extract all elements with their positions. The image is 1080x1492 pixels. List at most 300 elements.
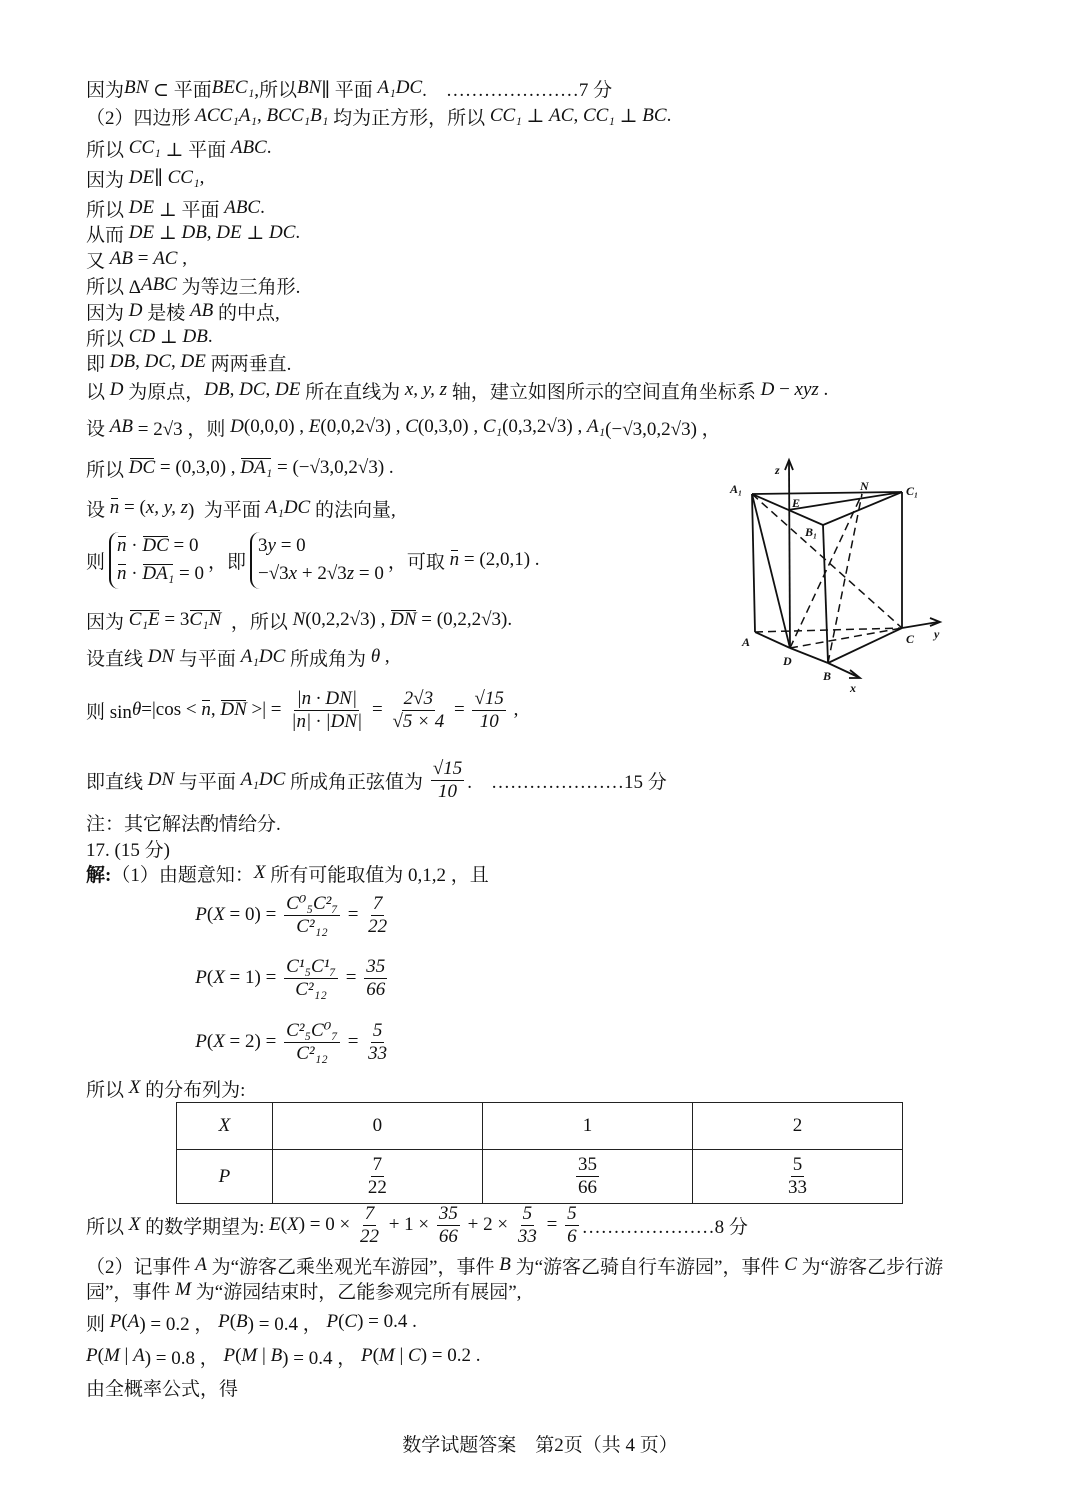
numerator: 35 [438,1202,458,1224]
text-run [86,904,195,926]
math-symbol: BC [642,105,667,126]
math-symbol: A [133,1345,145,1366]
numerator: 7 [364,1202,375,1224]
text-run: ) 为平面 [188,499,266,521]
text-run: 所成角正弦值为 [285,771,428,793]
text-run [86,1031,195,1053]
math-symbol: A₁DC [240,769,286,790]
text-line [86,1019,392,1064]
text-run: ) = 0.4 ， [247,1313,327,1335]
text-run: ( [372,1345,379,1366]
math-symbol: DB [109,351,136,372]
text-run: (0,0,2√3) , [320,416,406,437]
vector: DN [390,609,417,630]
text-run: 由全概率公式，得 [86,1378,239,1400]
text-run: 为“游客乙乘坐观光车游园”，事件 [206,1256,500,1278]
math-symbol: AC [549,105,574,126]
vector: DC [142,534,169,556]
math-symbol: C [408,1345,421,1366]
text-run: ⊥ 平面 [160,139,231,161]
text-line [86,955,390,1000]
text-run: 则 [86,1313,110,1335]
text-run: . [260,197,265,218]
numerator: 35 [577,1154,597,1176]
math-symbol: D [760,379,775,400]
text-run: （2）记事件 [86,1256,196,1278]
text-run: ( [338,1311,345,1332]
denominator: 22 [359,1225,379,1247]
text-line [86,1275,521,1305]
vector: DN [220,699,247,720]
fraction [516,1203,539,1248]
math-symbol: 解: [86,864,112,886]
numerator: C⁰₅C²₇ [286,892,338,914]
numerator: 7 [372,892,383,914]
math-symbol: D [109,379,124,400]
text-line [86,858,489,888]
solid-edges [752,492,902,663]
math-symbol: X [287,1214,299,1235]
denominator: 22 [367,1177,387,1198]
numerator: √15 [474,687,504,709]
math-symbol: ACC₁A₁ [195,105,258,126]
text-run: 所以 [86,199,129,221]
text-run: | [257,1345,271,1366]
numerator: 2√3 [403,687,434,709]
text-run: 以 [86,381,110,403]
text-run: 为“游客乙步行游 [796,1256,944,1278]
denominator: 6 [567,1225,577,1247]
text-run: = [132,248,154,269]
vector: DA₁ [240,457,273,478]
math-symbol: CD [128,326,156,347]
math-symbol: M [241,1345,258,1366]
math-symbol: DE [275,379,301,400]
label-z: z [775,463,780,477]
text-run: 所以 [86,459,129,481]
math-symbol: P [223,1345,236,1366]
text-run: 因为 [86,169,129,191]
math-symbol: A₁ [586,416,606,437]
text-run: = (0,3,0) , [155,457,241,478]
text-run: 所以 [86,1216,129,1238]
text-run: −√3 [258,563,289,584]
math-symbol: BN [124,77,149,98]
math-symbol: X [213,904,225,925]
denominator: √5 × 4 [392,710,445,732]
text-run: >| = [246,699,287,720]
text-run: = 0 [168,534,199,556]
math-symbol: ABC [230,137,267,158]
text-run: ∥ [154,167,168,189]
text-run: ( [280,1214,288,1235]
math-symbol: P [195,904,207,925]
math-symbol: xyz [794,379,819,400]
text-line [86,1202,748,1247]
text-run: = 0 [354,563,384,584]
math-symbol: N [292,609,306,630]
text-run: , [171,351,181,372]
math-symbol: P [326,1311,339,1332]
label-E: E [792,496,801,510]
text-run: + 2 × [462,1214,513,1235]
page-footer: 数学试题答案 第2页（共 4 页） [402,1435,678,1456]
label-D: D [783,654,792,668]
distribution-table [176,1102,903,1204]
text-run: 轴，建立如图所示的空间直角坐标系 [447,381,761,403]
text-run: 两两垂直. [205,353,292,375]
math-symbol: M [103,1345,120,1366]
numerator: √15 [432,757,463,779]
table-cell: X [177,1103,273,1150]
math-symbol: BCC₁B₁ [266,105,329,126]
text-run: ) = 0.8 ， [144,1347,224,1369]
table-cell [272,1150,482,1204]
math-symbol: DN [147,769,175,790]
denominator: C²₁₂ [296,915,328,937]
text-run: · [126,534,143,556]
text-run: （1）由题意知： [111,864,254,886]
table-row [177,1103,903,1150]
text-run: ⊂ 平面 [148,79,212,101]
text-run: , [573,105,583,126]
math-symbol: A [195,1254,207,1275]
math-symbol: CC₁ [167,167,200,188]
math-symbol: CC₁ [489,105,522,126]
text-run: 则 [86,551,106,573]
text-run: 的分布列为: [140,1079,246,1101]
vector: DC [128,457,156,478]
math-symbol: A₁DC [377,77,423,98]
text-line [86,892,392,937]
numerator: C¹₅C¹₇ [286,955,337,977]
math-symbol: AC [153,248,178,269]
text-run: =|cos < [141,699,202,720]
math-symbol: AB [109,248,133,269]
fraction [284,1020,340,1065]
math-symbol: X [253,862,266,883]
math-symbol: z [346,563,355,584]
math-symbol: AB [190,300,214,321]
text-run: = (0,2,2√3). [416,609,513,630]
table-cell [482,1150,692,1204]
text-run: ) = 0 × [298,1214,355,1235]
text-run: ⊥ [154,222,182,244]
text-run: 与平面 [174,771,241,793]
denominator: 33 [368,1042,388,1064]
label-A: A [742,635,751,649]
text-run: · [126,563,143,584]
text-line [86,757,667,802]
math-symbol: E [269,1214,281,1235]
denominator: 66 [438,1225,458,1247]
text-run: (0,0,0) , [243,416,309,437]
fraction [358,1203,381,1248]
math-symbol: DN [147,646,175,667]
math-symbol: P [195,1031,207,1052]
math-symbol: X [213,967,225,988]
text-run: ⊥ [241,222,269,244]
label-y: y [934,627,940,641]
text-run: ( [206,1031,214,1052]
vector: n [117,563,127,584]
math-symbol: ABC [140,274,177,295]
text-run: 与平面 [174,648,241,670]
fraction [431,758,464,803]
numerator: 5 [522,1202,533,1224]
text-run: ) = 0.2 ， [139,1313,219,1335]
denominator: 33 [517,1225,537,1247]
text-run: . …………………7 分 [422,79,613,101]
math-symbol: θ [131,699,142,720]
text-run: = 1) = [224,967,282,988]
math-symbol: DB [181,222,207,243]
text-run: ，即 [208,551,247,573]
math-symbol: P [109,1311,122,1332]
text-run: | [394,1345,409,1366]
math-symbol: A₁DC [265,497,311,518]
fraction [364,956,387,1001]
math-symbol: D [128,300,143,321]
text-run: , [135,351,145,372]
text-run: = 0 [275,534,306,556]
math-symbol: BN [296,77,322,98]
numerator: |n · DN| [296,687,358,709]
math-symbol: B [270,1345,283,1366]
math-symbol: θ [370,646,381,667]
text-run: 即 [86,353,110,375]
vector: DA₁ [142,563,175,584]
table-cell: P [177,1150,273,1204]
text-run: 的数学期望为: [140,1216,270,1238]
text-run: = (−√3,0,2√3) . [272,457,394,478]
math-symbol: x, y, z [404,379,448,400]
fraction [284,956,338,1001]
text-run: = 3 [159,609,190,630]
math-symbol: D [230,416,244,437]
math-symbol: AB [109,416,133,437]
fraction [437,1203,460,1248]
text-run: ( [97,1345,104,1366]
text-run: 为等边三角形. [176,276,301,298]
text-run: (0,2,2√3) , [305,609,391,630]
math-symbol: M [378,1345,395,1366]
math-symbol: P [218,1311,230,1332]
text-run: ,所以 [254,79,297,101]
math-symbol: P [360,1345,373,1366]
math-symbol: DC [144,351,171,372]
denominator: 33 [787,1177,807,1198]
math-symbol: B [499,1254,511,1275]
text-run: ，可取 [387,551,450,573]
prism-coordinate-figure [0,0,1080,720]
text-run: , [210,699,221,720]
math-symbol: DE [128,222,155,243]
text-run: 3 [258,534,268,556]
text-run: (0,3,2√3) , [502,416,587,437]
text-run [86,967,195,989]
text-run: , [199,167,205,188]
math-symbol: C [405,416,418,437]
text-run: 园”，事件 [86,1281,176,1303]
text-run: ) = 0.4 ， [282,1347,361,1369]
text-run: ⊥ [155,326,183,348]
text-run: ( [206,904,214,925]
text-run: , [229,379,240,400]
text-run: = 2√3 ，则 [132,418,231,440]
text-run: 为“游园结束时，乙能参观完所有展园”, [191,1281,522,1303]
fraction [284,893,340,938]
text-run: | [119,1345,134,1366]
text-run: 从而 [86,224,129,246]
text-run: 所以 [86,139,129,161]
text-run: , [265,379,275,400]
text-run: 注：其它解法酌情给分. [86,813,281,835]
vector: C₁E [128,609,160,630]
text-run: …………………8 分 [581,1216,748,1238]
text-run: ( [235,1345,242,1366]
table-cell [692,1150,902,1204]
denominator: 22 [368,915,388,937]
numerator: 7 [372,1154,383,1176]
math-symbol: DE [180,351,206,372]
label-C1: C₁ [906,484,919,498]
label-N: N [860,479,869,493]
math-symbol: DC [239,379,266,400]
math-symbol: DE [128,167,155,188]
numerator: 5 [792,1154,803,1176]
text-run: = [367,699,388,720]
text-run: (0,3,0) , [417,416,483,437]
text-run: ( [121,1311,128,1332]
math-symbol: DE [216,222,242,243]
vector: n [201,699,211,720]
numerator: C²₅C⁰₇ [286,1019,338,1041]
text-run: 所以 [86,1079,129,1101]
math-symbol: DE [128,197,155,218]
text-run: + 1 × [383,1214,434,1235]
denominator: |n| · |DN| [291,710,363,732]
text-run: 即直线 [86,771,148,793]
text-run: . [818,379,829,400]
vector: n [109,497,120,518]
text-run: ( [206,967,214,988]
numerator: 35 [366,955,386,977]
text-run: , [380,646,390,667]
table-cell: 1 [482,1103,692,1150]
text-run: = [341,967,362,988]
text-run: (−√3,0,2√3) ， [605,418,721,440]
text-run: = ( [119,497,146,518]
label-C: C [906,632,915,646]
text-run: 因为 [86,611,129,633]
text-run: , [206,222,217,243]
text-run: 均为正方形，所以 [328,107,490,129]
table-cell: 2 [692,1103,902,1150]
text-run: 是棱 [142,302,191,324]
math-symbol: M [175,1279,192,1300]
text-run: 设直线 [86,648,148,670]
math-symbol: C [344,1311,358,1332]
text-run: . [207,326,213,347]
text-run: 则 sin [86,701,132,723]
text-run: ⊥ 平面 [154,199,225,221]
math-symbol: BEC₁ [211,77,255,98]
text-run: . [666,105,672,126]
text-run: = [449,699,470,720]
math-symbol: DB [182,326,208,347]
label-x: x [850,681,856,695]
math-symbol: C [784,1254,797,1275]
math-symbol: y [267,534,276,556]
text-run: ⊥ [614,105,643,127]
table-row [177,1150,903,1204]
denominator: 66 [366,978,386,1000]
text-line [86,1307,417,1337]
math-symbol: DC [269,222,296,243]
text-run: ) = 0.4 . [357,1311,417,1332]
table-cell: 0 [272,1103,482,1150]
text-run: = [342,1031,364,1052]
vector: n [117,534,127,556]
math-symbol: X [213,1031,225,1052]
denominator: C²₁₂ [296,1042,328,1064]
text-line [86,1372,238,1402]
math-symbol: X [128,1214,141,1235]
fraction [565,1203,579,1248]
text-run: 又 [86,250,110,272]
text-run: − [774,379,795,400]
text-run: 所成角为 [285,648,371,670]
text-run: ，所以 [221,611,293,633]
label-B: B [823,669,832,683]
denominator: 66 [577,1177,597,1198]
label-A1: A₁ [730,482,743,496]
text-run: ) = 0.2 . [420,1345,481,1366]
text-run: ⊥ [521,105,550,127]
text-run: , [257,105,267,126]
text-run: 所有可能取值为 0,1,2 ，且 [265,864,489,886]
denominator: C²₁₂ [295,978,327,1000]
vector: n [449,549,460,570]
label-B1: B₁ [805,525,818,539]
text-run: 的法向量, [310,499,396,521]
text-run: ( [229,1311,237,1332]
text-run: 所以 [86,328,129,350]
denominator: 10 [479,710,499,732]
text-run: = [541,1214,563,1235]
text-line [86,1073,245,1103]
fraction [366,1020,389,1065]
text-run: 设 [86,418,110,440]
text-run: = 0 [174,563,204,584]
text-run: , [177,248,187,269]
numerator: 5 [372,1019,383,1041]
text-run: , [508,699,519,720]
math-symbol: x, y, z [145,497,189,518]
math-symbol: P [195,967,207,988]
text-line [86,1341,481,1371]
text-run: 为“游客乙骑自行车游园”，事件 [510,1256,785,1278]
math-symbol: P [86,1345,98,1366]
math-symbol: E [308,416,321,437]
text-run: ∥ 平面 [321,79,378,101]
math-symbol: A [127,1311,140,1332]
text-run: 所在直线为 [300,381,405,403]
text-run: = 2) = [224,1031,282,1052]
text-run: 17. (15 分) [86,839,170,861]
text-run: . [266,137,272,158]
